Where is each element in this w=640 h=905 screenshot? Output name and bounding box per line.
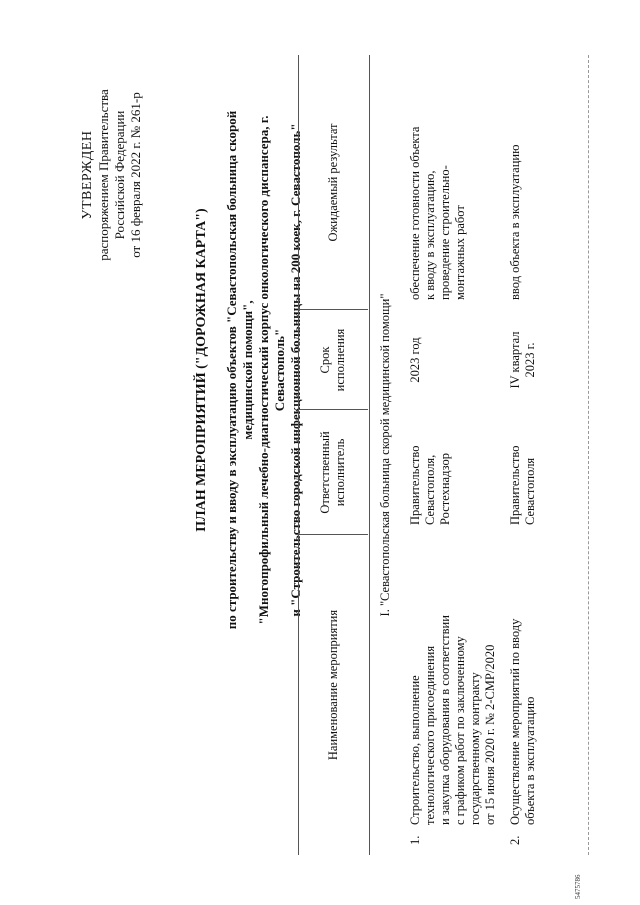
row-result-line: монтажных работ [453, 205, 467, 300]
row-name-line: от 15 июня 2020 г. № 2-СМР/2020 [483, 644, 497, 825]
header-result: Ожидаемый результат [326, 123, 340, 242]
approval-stamp [80, 45, 144, 305]
section-heading: I. "Севастопольская больница скорой медицинской помощи" [378, 293, 392, 617]
row-result [408, 55, 468, 300]
row-result-line: проведение строительно- [438, 165, 452, 300]
row-executor [408, 415, 453, 525]
row-result-line: к вводу в эксплуатацию, [423, 170, 437, 300]
row-term-line: IV квартал [508, 331, 522, 389]
header-term-line: исполнения [333, 328, 347, 392]
row-name-line: и закупка оборудования в соответствии [438, 615, 452, 825]
row-name [408, 535, 498, 825]
row-name-line: государственному контракту [468, 672, 482, 825]
plan-main-title: ПЛАН МЕРОПРИЯТИЙ ("ДОРОЖНАЯ КАРТА") [194, 208, 209, 532]
document-code: 5475786 [574, 874, 582, 899]
plan-subtitle-line: и "Строительство городской инфекционной больницы на 200 коек, г. Севастополь" [288, 123, 303, 617]
row-name [508, 535, 538, 825]
header-name: Наименование мероприятия [326, 609, 340, 761]
row-result-line: ввод объекта в эксплуатацию [508, 144, 522, 300]
row-term [408, 310, 423, 410]
plan-title [194, 105, 304, 635]
approval-title: УТВЕРЖДЕН [80, 130, 95, 220]
header-term [318, 310, 348, 410]
header-term-line: Срок [318, 346, 332, 374]
row-result [508, 55, 523, 300]
approval-line: Российской Федерации [112, 110, 127, 240]
row-executor-line: Севастополя, [423, 454, 437, 525]
approval-date: от 16 февраля 2022 г. № 261-р [128, 92, 143, 258]
row-executor [508, 415, 538, 525]
row-executor-line: Правительство [408, 445, 422, 525]
row-number: 1. [408, 835, 422, 845]
row-name-line: с графиком работ по заключенному [453, 636, 467, 825]
row-name-line: Строительство, выполнение [408, 675, 422, 825]
row-name-line: технологического присоединения [423, 645, 437, 825]
table-divider [588, 55, 589, 855]
row-executor-line: Севастополя [523, 457, 537, 525]
row-name-line: Осуществление мероприятий по вводу [508, 618, 522, 825]
row-executor-line: Правительство [508, 445, 522, 525]
row-number: 2. [508, 835, 522, 845]
header-executor [318, 410, 348, 535]
row-term-line: 2023 г. [523, 342, 537, 378]
row-name-line: объекта в эксплуатацию [523, 696, 537, 825]
row-executor-line: Ростехнадзор [438, 453, 452, 525]
header-executor-line: исполнитель [333, 438, 347, 507]
row-term [508, 310, 538, 410]
plan-subtitle-line: "Многопрофильный лечебно-диагностический корпус онкологического диспансера, г. Севастополь" [256, 115, 287, 625]
row-result-line: обеспечение готовности объекта [408, 126, 422, 300]
approval-line: распоряжением Правительства [96, 89, 111, 261]
plan-subtitle-line: по строительству и вводу в эксплуатацию объектов "Севастопольская больница скорой медицинской помощи", [224, 110, 255, 630]
header-executor-line: Ответственный [318, 431, 332, 514]
row-term-line: 2023 год [408, 337, 422, 383]
